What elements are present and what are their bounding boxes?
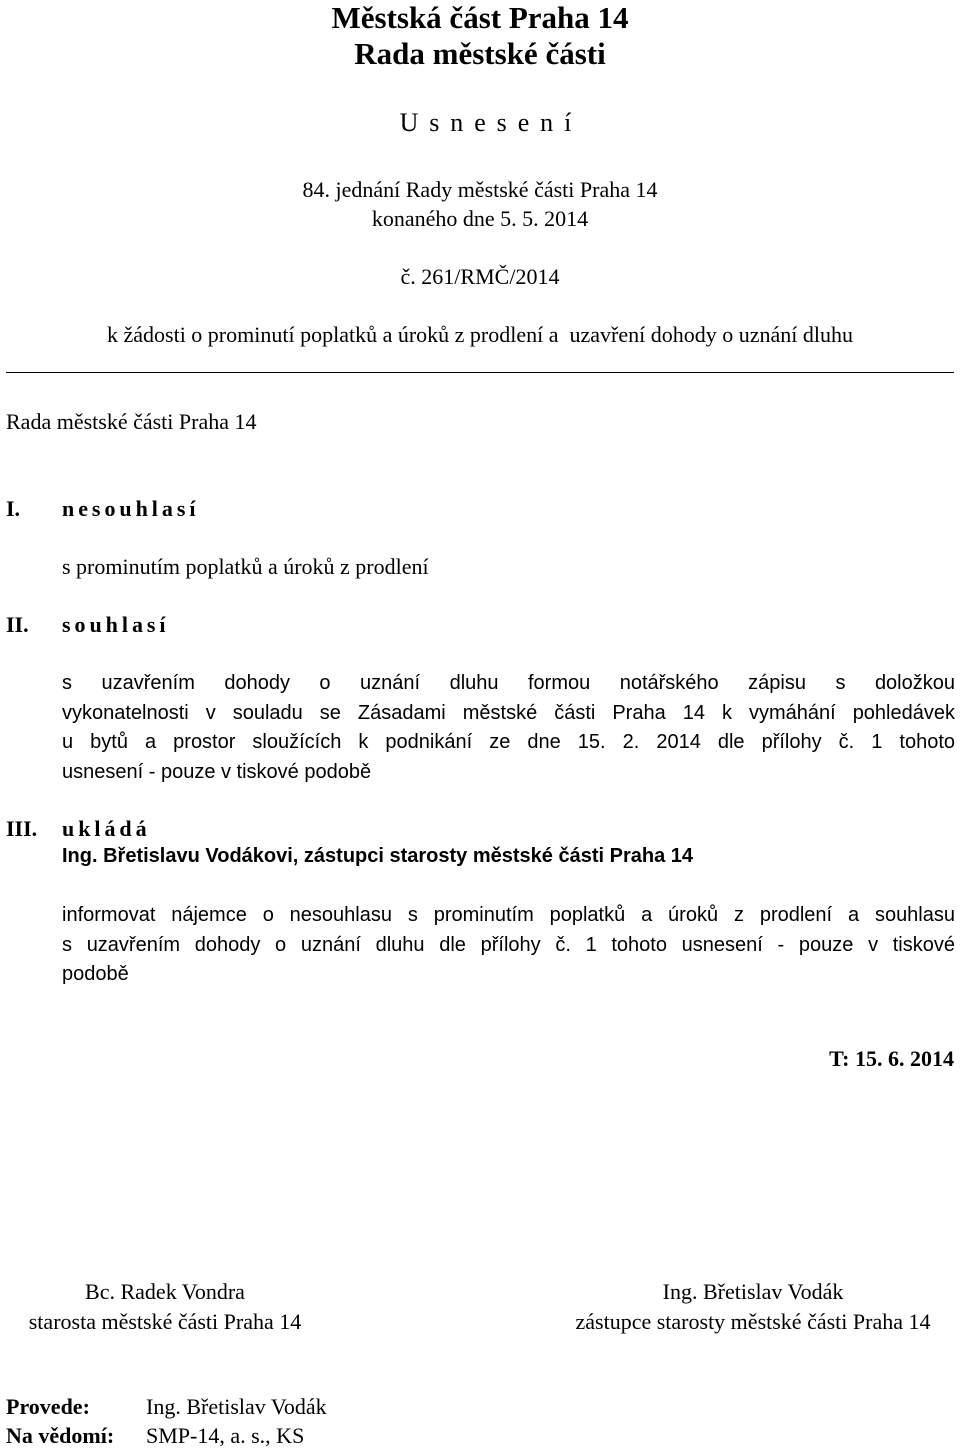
- signature-name: Ing. Břetislav Vodák: [662, 1279, 844, 1304]
- section-3-text: [62, 901, 955, 990]
- section-3-verb: ukládá: [62, 816, 151, 841]
- header-divider: [6, 372, 954, 373]
- document-type: Usnesení: [399, 108, 583, 137]
- section-3-line: s uzavřením dohody o uznání dluhu dle přílohy č. 1 tohoto usnesení - pouze v tiskové: [62, 933, 955, 956]
- issuing-body: Rada městské části Praha 14: [6, 409, 257, 434]
- section-2-line: u bytů a prostor sloužících k podnikání ze dne 15. 2. 2014 dle přílohy č. 1 tohoto: [62, 731, 955, 753]
- section-2-line: vykonatelnosti v souladu se Zásadami městské části Praha 14 k vymáhání pohledávek: [62, 701, 955, 724]
- section-2-verb: souhlasí: [62, 612, 170, 637]
- council-title: Rada městské části: [354, 36, 606, 71]
- signature-mayor: [0, 1279, 330, 1335]
- meeting-date: konaného dne 5. 5. 2014: [371, 206, 589, 231]
- meeting-line: 84. jednání Rady městské části Praha 14: [302, 177, 658, 202]
- section-2-line: usnesení - pouze v tiskové podobě: [62, 760, 372, 783]
- section-1-numeral: I.: [6, 496, 21, 521]
- section-1-verb: nesouhlasí: [62, 496, 200, 521]
- provede-value: Ing. Břetislav Vodák: [146, 1394, 327, 1419]
- signature-role: starosta městské části Praha 14: [28, 1309, 302, 1334]
- section-3-line: podobě: [62, 963, 129, 985]
- section-2-line: s uzavřením dohody o uznání dluhu formou notářského zápisu s doložkou: [62, 672, 955, 694]
- signature-role: zástupce starosty městské části Praha 14: [575, 1309, 931, 1334]
- provede-label: Provede:: [6, 1394, 90, 1419]
- section-1-text: s prominutím poplatků a úroků z prodlení: [62, 554, 429, 579]
- signature-deputy: [548, 1279, 958, 1335]
- section-3-numeral: III.: [6, 816, 38, 841]
- resolution-number: č. 261/RMČ/2014: [400, 264, 560, 289]
- section-3-line: informovat nájemce o nesouhlasu s prominutím poplatků a úroků z prodlení a souhlasu: [62, 904, 955, 926]
- resolution-subject: k žádosti o prominutí poplatků a úroků z prodlení a uzavření dohody o uznání dluhu: [106, 322, 853, 347]
- municipality-title: Městská část Praha 14: [331, 0, 629, 35]
- section-3-addressee: Ing. Břetislavu Vodákovi, zástupci starosty městské části Praha 14: [62, 845, 694, 867]
- signature-name: Bc. Radek Vondra: [85, 1279, 245, 1304]
- na-vedomi-value: SMP-14, a. s., KS: [146, 1423, 305, 1448]
- section-2-numeral: II.: [6, 612, 29, 637]
- section-2-text: [62, 669, 955, 787]
- deadline: T: 15. 6. 2014: [829, 1046, 954, 1071]
- na-vedomi-label: Na vědomí:: [6, 1423, 115, 1448]
